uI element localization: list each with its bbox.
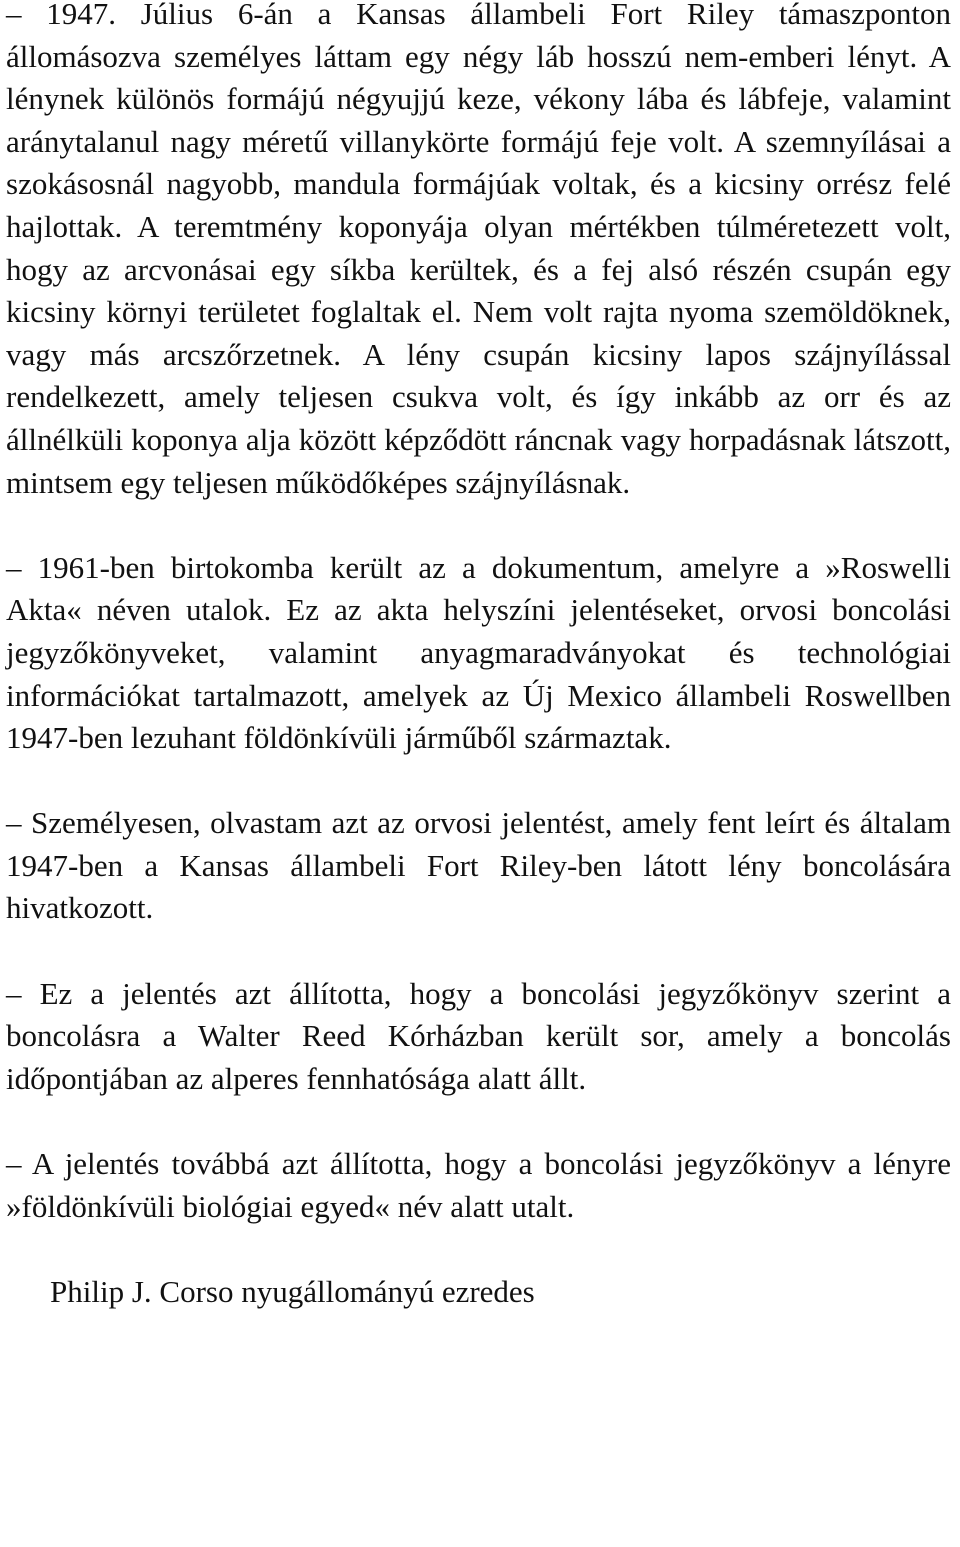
signature: Philip J. Corso nyugállományú ezredes xyxy=(50,1273,535,1309)
paragraph-fort-riley-sighting: – 1947. Július 6-án a Kansas állambeli Fort Riley támaszponton állomásozva személyes láttam egy négy láb hosszú nem-emberi lényt. A lénynek különös formájú négyujjú keze, vékony lába és lábfeje, valamint aránytalanul nagy méretű villanykörte formájú feje volt. A szemnyílásai a szokásosnál nagyobb, mandula formájúak voltak, és a kicsiny orrész felé hajlottak. A teremtmény koponyája olyan mértékben túlméretezett volt, hogy az arcvonásai egy síkba kerültek, és a fej alsó részén csupán egy kicsiny környi területet foglaltak el. Nem volt rajta nyoma szemöldöknek, vagy más arcszőrzetnek. A lény csupán kicsiny lapos szájnyílással rendelkezett, amely teljesen csukva volt, és így inkább az orr és az állnélküli koponya alja között képződött ráncnak vagy horpadásnak látszott, mintsem egy teljesen működőképes szájnyílásnak. xyxy=(6,0,951,500)
paragraph-walter-reed: – Ez a jelentés azt állította, hogy a boncolási jegyzőkönyv szerint a boncolásra a Walter Reed Kórházban került sor, amely a boncolás időpontjában az alperes fennhatósága alatt állt. xyxy=(6,975,951,1096)
paragraph-medical-report: – Személyesen, olvastam azt az orvosi jelentést, amely fent leírt és általam 1947-ben a Kansas állambeli Fort Riley-ben látott lény boncolására hivatkozott. xyxy=(6,805,951,926)
document-page xyxy=(6,0,951,1313)
paragraph-gap xyxy=(6,760,951,803)
paragraph-extraterrestrial-entity: – A jelentés továbbá azt állította, hogy a boncolási jegyzőkönyv a lényre »földönkívüli biológiai egyed« név alatt utalt. xyxy=(6,1146,951,1224)
paragraph-gap xyxy=(6,1228,951,1271)
paragraph-gap xyxy=(6,1100,951,1143)
paragraph-roswell-file: – 1961-ben birtokomba került az a dokumentum, amelyre a »Roswelli Akta« néven utalok. Ez az akta helyszíni jelentéseket, orvosi boncolási jegyzőkönyveket, valamint anyagmaradványokat és technológiai információkat tartalmazott, amelyek az Új Mexico állambeli Roswellben 1947-ben lezuhant földönkívüli járműből származtak. xyxy=(6,549,951,756)
paragraph-gap xyxy=(6,504,951,547)
paragraph-gap xyxy=(6,930,951,973)
